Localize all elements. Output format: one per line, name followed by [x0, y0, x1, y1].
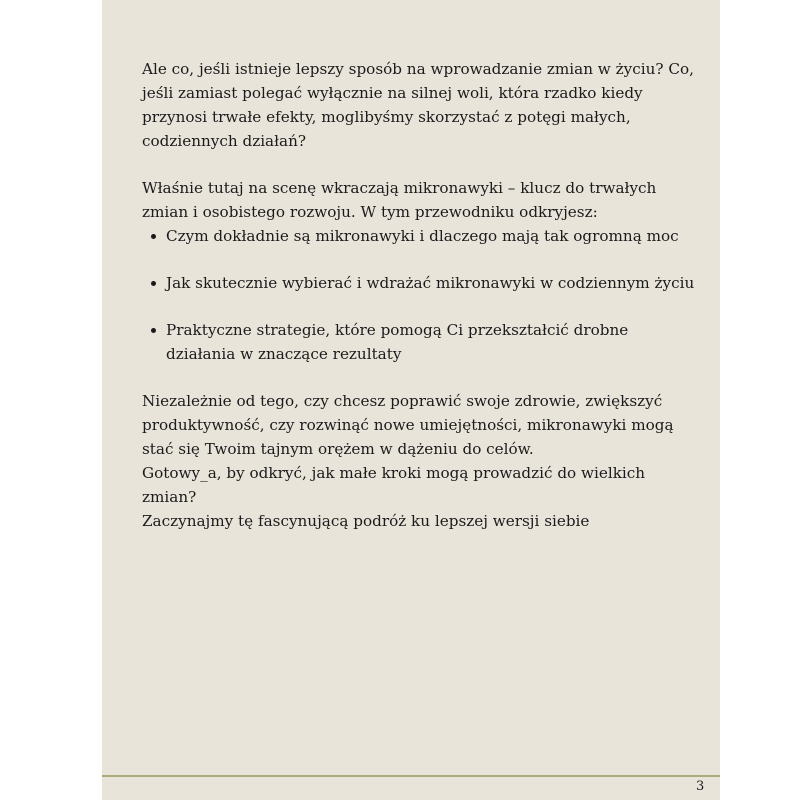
- microhabits-paragraph: Właśnie tutaj na scenę wkraczają mikronawyki – klucz do trwałych zmian i osobistego rozwoju. W tym przewodniku odkryjesz:: [142, 179, 657, 221]
- paragraph-spacer: [142, 366, 702, 389]
- footer-rule: [102, 775, 720, 777]
- bullet-list: [142, 224, 702, 366]
- bullet-item: Jak skutecznie wybierać i wdrażać mikronawyki w codziennym życiu: [142, 271, 702, 295]
- benefits-paragraph: Niezależnie od tego, czy chcesz poprawić swoje zdrowie, zwiększyć produktywność, czy rozwinąć nowe umiejętności, mikronawyki mogą stać się Twoim tajnym orężem w dążeniu do celów.: [142, 392, 674, 458]
- paragraph-spacer: [142, 153, 702, 176]
- bullet-item: Praktyczne strategie, które pomogą Ci przekształcić drobne działania w znaczące rezultaty: [142, 318, 702, 366]
- page-number: 3: [696, 779, 705, 794]
- question-paragraph: Gotowy_a, by odkryć, jak małe kroki mogą prowadzić do wielkich zmian?: [142, 464, 646, 506]
- page-content: [142, 57, 702, 533]
- document-page: [102, 0, 720, 800]
- bullet-item: Czym dokładnie są mikronawyki i dlaczego mają tak ogromną moc: [142, 224, 702, 248]
- intro-paragraph: Ale co, jeśli istnieje lepszy sposób na wprowadzanie zmian w życiu? Co, jeśli zamiast polegać wyłącznie na silnej woli, która rzadko kiedy przynosi trwałe efekty, moglibyśmy skorzystać z potęgi małych, codziennych działań?: [142, 60, 694, 150]
- closing-paragraph: Zaczynajmy tę fascynującą podróż ku lepszej wersji siebie: [142, 512, 590, 530]
